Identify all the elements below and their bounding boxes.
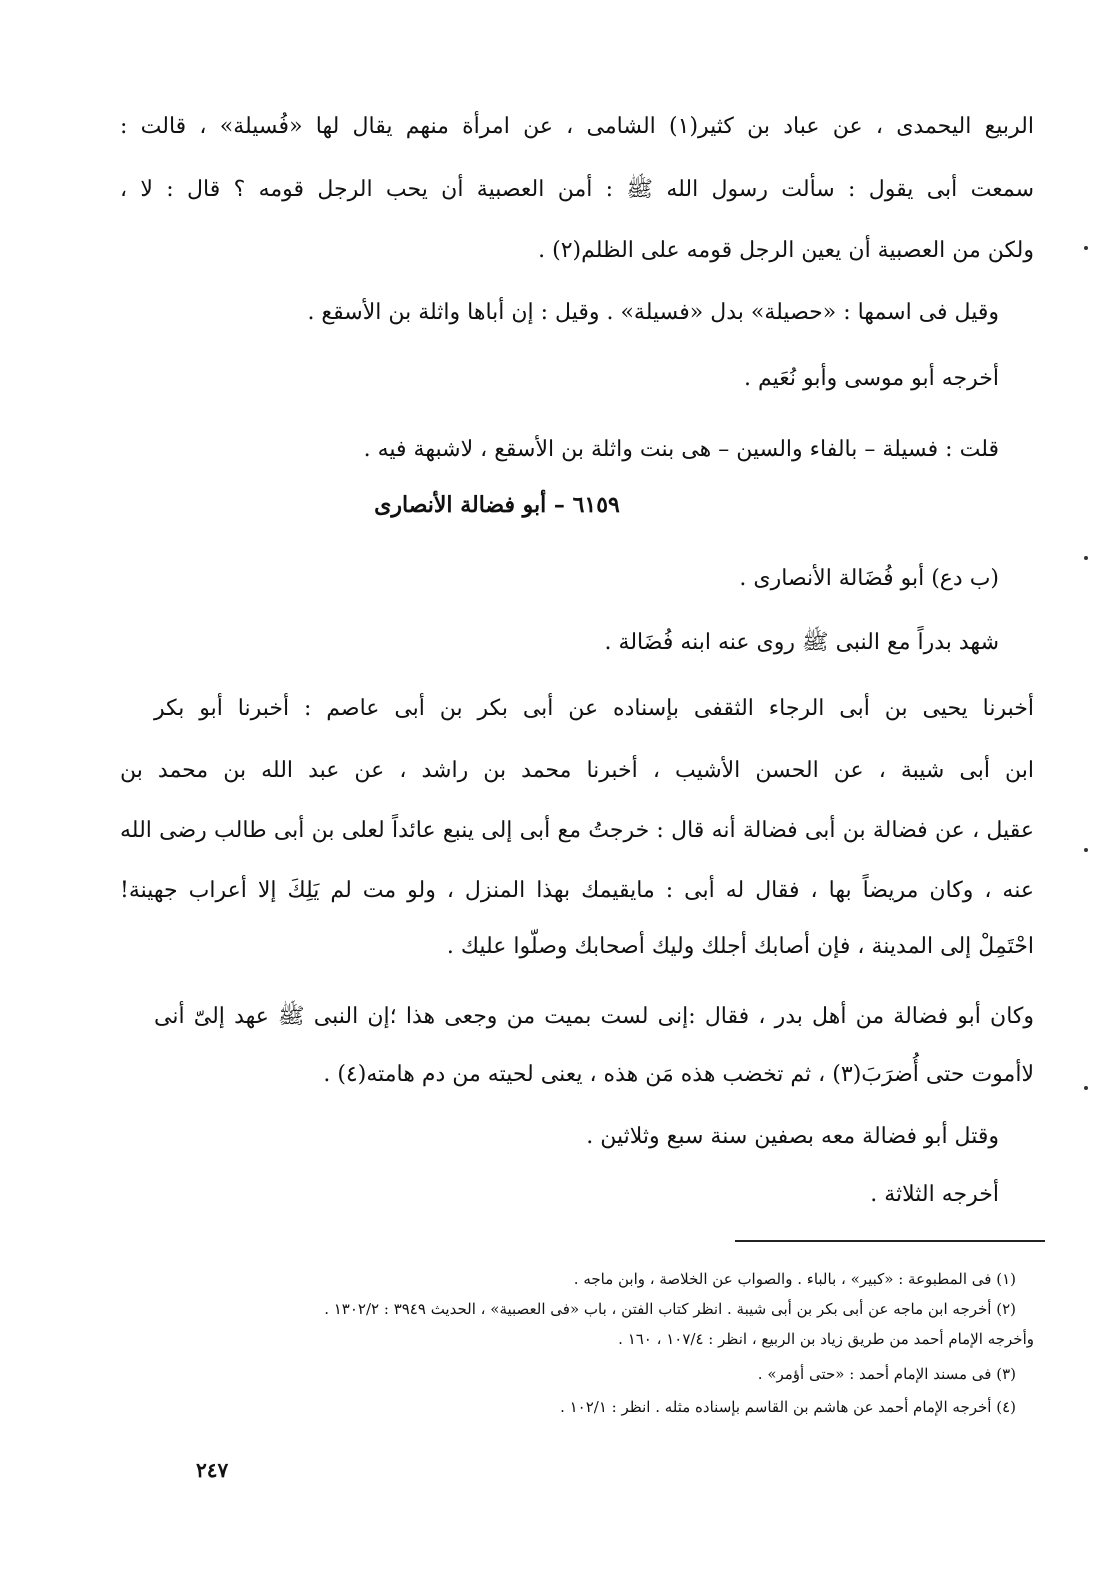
footnote: (٢) أخرجه ابن ماجه عن أبى بكر بن أبى شيبة . انظر كتاب الفتن ، باب «فى العصبية» ، الحديث ٣٩٤٩ : ١٣٠٢/٢ . (324, 1300, 1016, 1318)
body-line: قلت : فسيلة – بالفاء والسين – هى بنت واثلة بن الأسقع ، لاشبهة فيه . (363, 437, 999, 462)
entry-line: وقتل أبو فضالة معه بصفين سنة سبع وثلاثين . (586, 1124, 999, 1149)
body-line: سمعت أبى يقول : سألت رسول الله ﷺ : أمن العصبية أن يحب الرجل قومه ؟ قال : لا ، (120, 177, 1034, 202)
scan-speck (1084, 556, 1088, 560)
entry-line: (ب دع) أبو فُضَالة الأنصارى . (739, 566, 999, 591)
scan-speck (1084, 1086, 1088, 1090)
entry-line: عقيل ، عن فضالة بن أبى فضالة أنه قال : خرجتُ مع أبى إلى ينبع عائداً لعلى بن أبى طالب رضى الله (120, 818, 1034, 843)
scan-speck (1084, 848, 1088, 852)
entry-line: شهد بدراً مع النبى ﷺ روى عنه ابنه فُضَالة . (604, 630, 999, 655)
page-number: ٢٤٧ (196, 1458, 229, 1482)
footnote: وأخرجه الإمام أحمد من طريق زياد بن الربيع ، انظر : ١٠٧/٤ ، ١٦٠ . (618, 1330, 1034, 1348)
footnote: (٣) فى مسند الإمام أحمد : «حتى أؤمر» . (757, 1365, 1016, 1383)
entry-line: أخبرنا يحيى بن أبى الرجاء الثقفى بإسناده عن أبى بكر بن أبى عاصم : أخبرنا أبو بكر (154, 696, 1034, 721)
footnote: (٤) أخرجه الإمام أحمد عن هاشم بن القاسم بإسناده مثله . انظر : ١٠٢/١ . (560, 1398, 1016, 1416)
entry-line: ابن أبى شيبة ، عن الحسن الأشيب ، أخبرنا محمد بن راشد ، عن عبد الله بن محمد بن (120, 758, 1034, 783)
entry-line: لاأموت حتى أُضرَبَ(٣) ، ثم تخضب هذه مَن هذه ، يعنى لحيته من دم هامته(٤) . (323, 1062, 1034, 1087)
body-line: الربيع اليحمدى ، عن عباد بن كثير(١) الشامى ، عن امرأة منهم يقال لها «فُسيلة» ، قالت : (120, 114, 1035, 139)
footnote: (١) فى المطبوعة : «كبير» ، بالباء . والصواب عن الخلاصة ، وابن ماجه . (573, 1270, 1016, 1288)
body-line: وقيل فى اسمها : «حصيلة» بدل «فسيلة» . وقيل : إن أباها واثلة بن الأسقع . (307, 300, 999, 325)
entry-line: أخرجه الثلاثة . (870, 1182, 999, 1207)
body-line: أخرجه أبو موسى وأبو نُعَيم . (744, 366, 999, 391)
entry-line: احْتَمِلْ إلى المدينة ، فإن أصابك أجلك وليك أصحابك وصلّوا عليك . (446, 934, 1034, 959)
entry-line: عنه ، وكان مريضاً بها ، فقال له أبى : مايقيمك بهذا المنزل ، ولو مت لم يَلِكَ إلا أعراب جهينة! (120, 878, 1034, 903)
footnote-rule (735, 1240, 1045, 1242)
scan-speck (1084, 246, 1088, 250)
entry-line: وكان أبو فضالة من أهل بدر ، فقال :إنى لست بميت من وجعى هذا ؛إن النبى ﷺ عهد إلىّ أنى (154, 1004, 1034, 1029)
entry-heading: ٦١٥٩ – أبو فضالة الأنصارى (374, 492, 620, 518)
body-line: ولكن من العصبية أن يعين الرجل قومه على الظلم(٢) . (538, 238, 1034, 263)
